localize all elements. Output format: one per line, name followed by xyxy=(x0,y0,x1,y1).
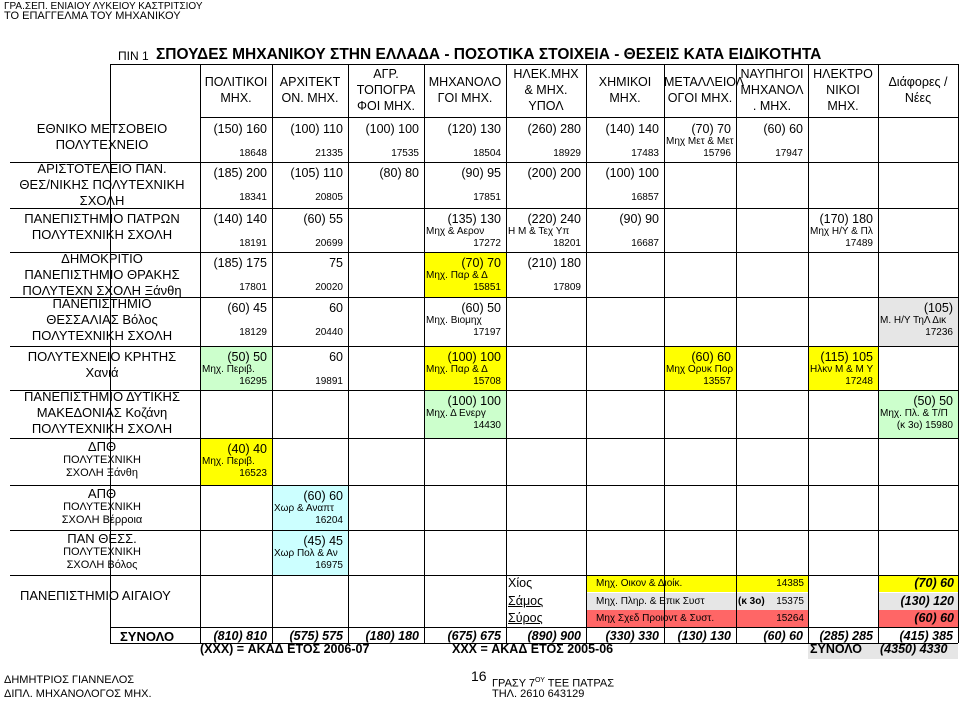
institution-label: ΠΟΛΥΤΕΧΝΙΚΗ ΣΧΟΛΗ xyxy=(31,328,173,343)
cell-value: (100) 100 xyxy=(605,166,659,180)
cell-note: Χωρ & Αναπτ xyxy=(274,503,334,514)
cell-score: 17947 xyxy=(775,148,803,159)
institution-label: ΣΧΟΛΗ Βέρροια xyxy=(61,514,143,526)
cell-value: (200) 200 xyxy=(527,166,581,180)
aegean-island: Χίος xyxy=(508,576,533,590)
cell-score: 20440 xyxy=(315,327,343,338)
totals-value: (675) 675 xyxy=(447,629,501,643)
cell-value: (140) 140 xyxy=(605,122,659,136)
column-header: Διάφορες / xyxy=(888,75,948,89)
grid-line xyxy=(348,64,349,643)
aegean-value: (130) 120 xyxy=(900,594,954,608)
cell-score: 17801 xyxy=(239,282,267,293)
aegean-value: (70) 60 xyxy=(914,576,954,590)
cell-value: (50) 50 xyxy=(913,394,953,408)
cell-score: 18191 xyxy=(239,238,267,249)
institution-label: ΠΑΝΕΠΙΣΤΗΜΙΟ ΠΑΤΡΩΝ xyxy=(24,211,180,226)
grid-line xyxy=(736,64,737,643)
cell-value: (40) 40 xyxy=(227,442,267,456)
header-school: ΓΡΑ.ΣΕΠ. ΕΝΙΑΙΟΥ ΛΥΚΕΙΟΥ ΚΑΣΤΡΙΤΣΙΟΥ xyxy=(4,1,203,12)
institution-label: ΘΕΣΣΑΛΙΑΣ Βόλος xyxy=(46,312,158,327)
institution-label: ΔΠΘ xyxy=(87,439,117,454)
totals-value: (60) 60 xyxy=(763,629,803,643)
column-header: ΟΓΟΙ ΜΗΧ. xyxy=(667,91,733,105)
cell-note: Μ. Η/Υ ΤηΛ Δικ xyxy=(880,315,947,326)
column-header: ΤΟΠΟΓΡΑ xyxy=(356,83,416,97)
column-header: ΜΕΤΑΛΛΕΙΟΛ xyxy=(664,75,745,89)
cell-note: Μηχ. Βιομηχ xyxy=(426,315,482,326)
institution-label: ΠΟΛΥΤΕΧΝΙΚΗ ΣΧΟΛΗ xyxy=(31,227,173,242)
institution-label: ΠΟΛΥΤΕΧΝΙΚΗ xyxy=(63,546,141,558)
cell-score: 21335 xyxy=(315,148,343,159)
cell-note: Μηχ. Δ Ενεργ xyxy=(426,408,486,419)
column-header: Νέες xyxy=(904,91,932,105)
grid-line xyxy=(10,390,958,391)
cell-value: (60) 60 xyxy=(303,489,343,503)
totals-value: (330) 330 xyxy=(605,629,659,643)
column-header: ΑΡΧΙΤΕΚΤ xyxy=(279,75,341,89)
institution-label: ΕΘΝΙΚΟ ΜΕΤΣΟΒΕΙΟ xyxy=(36,121,168,136)
cell-value: (210) 180 xyxy=(527,256,581,270)
cell-score: 17236 xyxy=(925,327,953,338)
cell-value: (100) 110 xyxy=(290,122,343,136)
page-number: 16 xyxy=(471,668,487,684)
grid-line xyxy=(272,64,273,643)
cell-note: Μηχ. Παρ & Δ xyxy=(426,364,488,375)
cell-score: 16204 xyxy=(315,515,343,526)
grid-line xyxy=(10,485,958,486)
totals-label: ΣΥΝΟΛΟ xyxy=(120,629,175,644)
cell-value: (100) 100 xyxy=(447,394,501,408)
grid-line xyxy=(424,64,425,643)
grand-total-label: ΣΥΝΟΛΟ xyxy=(810,642,862,656)
cell-value: (115) 105 xyxy=(820,350,873,364)
column-header: . ΜΗΧ. xyxy=(752,99,792,113)
cell-value: (80) 80 xyxy=(379,166,419,180)
cell-score: 16295 xyxy=(239,376,267,387)
cell-score: 13557 xyxy=(703,376,731,387)
aegean-score: 15375 xyxy=(776,596,804,607)
cell-value: (100) 100 xyxy=(447,350,501,364)
grid-line xyxy=(110,64,958,65)
aegean-dept: Μηχ. Πληρ. & Επικ Συστ xyxy=(596,596,705,607)
cell-score: 17851 xyxy=(473,192,501,203)
totals-value: (285) 285 xyxy=(819,629,873,643)
column-header: ΟΝ. ΜΗΧ. xyxy=(281,91,339,105)
footer-author-title: ΔΙΠΛ. ΜΗΧΑΝΟΛΟΓΟΣ ΜΗΧ. xyxy=(4,688,152,700)
legend-left: (XXX) = ΑΚΑΔ ΕΤΟΣ 2006-07 xyxy=(200,642,370,656)
cell-value: (70) 70 xyxy=(461,256,501,270)
cell-value: (120) 130 xyxy=(447,122,501,136)
institution-label: ΠΑΝΕΠΙΣΤΗΜΙΟ ΔΥΤΙΚΗΣ xyxy=(24,389,180,404)
grid-line xyxy=(10,530,958,531)
grid-line xyxy=(10,208,958,209)
cell-score: 17535 xyxy=(391,148,419,159)
cell-value: (170) 180 xyxy=(819,212,873,226)
institution-label: ΘΕΣ/ΝΙΚΗΣ ΠΟΛΥΤΕΧΝΙΚΗ xyxy=(19,177,185,192)
footer-office: ΓΡΑΣΥ $7^{O\Upsilon}$ ΤΕΕ ΠΑΤΡΑΣ xyxy=(492,677,615,690)
column-header: ΗΛΕΚ.ΜΗΧ xyxy=(513,67,579,81)
institution-label: ΠΟΛΥΤΕΧΝ ΣΧΟΛΗ Ξάνθη xyxy=(22,283,182,298)
cell-value: (60) 50 xyxy=(461,301,501,315)
cell-value: (60) 45 xyxy=(227,301,267,315)
cell-value: (140) 140 xyxy=(213,212,267,226)
totals-value: (130) 130 xyxy=(677,629,731,643)
totals-value: (890) 900 xyxy=(527,629,581,643)
column-header: ΜΗΧ. xyxy=(609,91,641,105)
column-header: ΜΗΧΑΝΟΛΟ xyxy=(428,75,502,89)
column-header: ΜΗΧ. xyxy=(220,91,252,105)
cell-note: Μηχ Ορυκ Πορ xyxy=(666,364,734,375)
column-header: ΧΗΜΙΚΟΙ xyxy=(598,75,652,89)
totals-value: (180) 180 xyxy=(365,629,419,643)
cell-value: (90) 95 xyxy=(461,166,501,180)
grid-line xyxy=(110,64,111,643)
totals-value: (415) 385 xyxy=(899,629,953,643)
column-header: ΝΑΥΠΗΓΟΙ xyxy=(740,67,804,81)
cell-note: Η Μ & Τεχ Υπ xyxy=(508,226,570,237)
page-title: ΣΠΟΥΔΕΣ ΜΗΧΑΝΙΚΟΥ ΣΤΗΝ ΕΛΛΑΔΑ - ΠΟΣΟΤΙΚΑ ΣΤΟΙΧΕΙΑ - ΘΕΣΕΙΣ ΚΑΤΑ ΕΙΔΙΚΟΤΗΤΑ xyxy=(156,46,822,63)
cell-note: Μηχ Η/Υ & Πλ xyxy=(810,226,873,237)
institution-label: ΠΑΝΕΠΙΣΤΗΜΙΟ ΘΡΑΚΗΣ xyxy=(24,267,180,282)
totals-value: (575) 575 xyxy=(289,629,343,643)
cell-score: 17248 xyxy=(845,376,873,387)
aegean-code: (κ 3ο) xyxy=(738,596,765,607)
cell-note: Μηχ Μετ & Μετ xyxy=(666,136,734,147)
cell-value: (70) 70 xyxy=(691,122,731,136)
column-header: ΑΓΡ. xyxy=(373,67,399,81)
institution-label: ΠΑΝ ΘΕΣΣ. xyxy=(67,531,137,546)
grid-line xyxy=(808,64,809,643)
cell-value: (90) 90 xyxy=(619,212,659,226)
cell-score: 18929 xyxy=(553,148,581,159)
cell-score: 16687 xyxy=(631,238,659,249)
aegean-value: (60) 60 xyxy=(914,611,954,625)
cell-score: 18504 xyxy=(473,148,501,159)
institution-label: ΠΟΛΥΤΕΧΝΕΙΟ xyxy=(55,137,149,152)
cell-score: 17197 xyxy=(473,327,501,338)
grid-line xyxy=(10,297,958,298)
cell-value: (260) 280 xyxy=(527,122,581,136)
grid-line xyxy=(958,64,959,643)
grid-line xyxy=(586,64,587,643)
cell-score: 14430 xyxy=(473,420,501,431)
grid-line xyxy=(110,627,958,628)
institution-label: ΑΠΘ xyxy=(87,486,117,501)
cell-score: 18201 xyxy=(553,238,581,249)
cell-value: (60) 60 xyxy=(763,122,803,136)
totals-value: (810) 810 xyxy=(213,629,267,643)
cell-score: 17483 xyxy=(631,148,659,159)
grid-line xyxy=(10,252,958,253)
cell-score: 15708 xyxy=(473,376,501,387)
column-header: ΜΗΧ. xyxy=(827,99,859,113)
aegean-score: 14385 xyxy=(776,578,804,589)
legend-right: XXX = ΑΚΑΔ ΕΤΟΣ 2005-06 xyxy=(452,642,614,656)
table-label: ΠΙΝ 1 xyxy=(118,49,149,63)
institution-label: ΣΧΟΛΗ Βόλος xyxy=(66,559,138,571)
column-header: ΜΗΧΑΝΟΛ xyxy=(740,83,804,97)
institution-label: ΠΑΝΕΠΙΣΤΗΜΙΟ xyxy=(52,296,152,311)
cell-value: (60) 55 xyxy=(303,212,343,226)
column-header: ΝΙΚΟΙ xyxy=(826,83,860,97)
grid-line xyxy=(10,575,958,576)
cell-score: 18341 xyxy=(239,192,267,203)
cell-value: 60 xyxy=(329,301,343,315)
column-header: ΓΟΙ ΜΗΧ. xyxy=(437,91,493,105)
cell-value: (150) 160 xyxy=(213,122,267,136)
cell-score: 17489 xyxy=(845,238,873,249)
cell-note: Ηλκν Μ & Μ Υ xyxy=(810,364,874,375)
grid-line xyxy=(200,117,958,118)
cell-score: 16523 xyxy=(239,468,267,479)
cell-value: 75 xyxy=(329,256,343,270)
grid-line xyxy=(664,64,665,643)
grid-line xyxy=(506,64,507,643)
aegean-island: Σύρος xyxy=(508,611,543,625)
institution-label: ΣΧΟΛΗ xyxy=(79,193,125,208)
cell-value: (105) 110 xyxy=(290,166,343,180)
cell-value: (60) 60 xyxy=(691,350,731,364)
cell-score: 15796 xyxy=(703,148,731,159)
header-subject: ΤΟ ΕΠΑΓΓΕΛΜΑ ΤΟΥ ΜΗΧΑΝΙΚΟΥ xyxy=(4,10,181,22)
cell-value: (105) xyxy=(923,301,953,315)
column-header: ΥΠΟΛ xyxy=(528,99,564,113)
grid-line xyxy=(10,162,958,163)
column-header: & ΜΗΧ. xyxy=(524,83,568,97)
column-header: ΗΛΕΚΤΡΟ xyxy=(813,67,873,81)
cell-score: 17272 xyxy=(473,238,501,249)
institution-label: ΠΟΛΥΤΕΧΝΙΚΗ xyxy=(63,501,141,513)
column-header: ΦΟΙ ΜΗΧ. xyxy=(357,99,415,113)
cell-value: (100) 100 xyxy=(365,122,419,136)
cell-value: (135) 130 xyxy=(447,212,501,226)
grid-line xyxy=(10,346,958,347)
grid-line xyxy=(878,64,879,643)
cell-score: 18648 xyxy=(239,148,267,159)
cell-value: (50) 50 xyxy=(227,350,267,364)
institution-label: ΑΡΙΣΤΟΤΕΛΕΙΟ ΠΑΝ. xyxy=(37,161,167,176)
cell-note: Χωρ Πολ & Αν xyxy=(274,548,338,559)
aegean-island: Σάμος xyxy=(508,594,544,608)
grid-line xyxy=(10,438,958,439)
cell-note: Μηχ & Αερον xyxy=(426,226,485,237)
cell-note: Μηχ. Περιβ. xyxy=(202,364,255,375)
cell-score: 19891 xyxy=(315,376,343,387)
cell-score: 20699 xyxy=(315,238,343,249)
cell-note: Μηχ. Περιβ. xyxy=(202,456,255,467)
cell-score: 16975 xyxy=(315,560,343,571)
cell-value: 60 xyxy=(329,350,343,364)
institution-label: ΠΟΛΥΤΕΧΝΙΚΗ ΣΧΟΛΗ xyxy=(31,421,173,436)
cell-value: (220) 240 xyxy=(527,212,581,226)
footer-phone: ΤΗΛ. 2610 643129 xyxy=(492,688,585,700)
grid-line xyxy=(200,64,201,643)
cell-value: (185) 175 xyxy=(213,256,267,270)
cell-score: (κ 3ο) 15980 xyxy=(896,420,953,431)
cell-score: 18129 xyxy=(239,327,267,338)
column-header: ΠΟΛΙΤΙΚΟΙ xyxy=(204,75,268,89)
cell-value: (45) 45 xyxy=(303,534,343,548)
institution-label: ΠΑΝΕΠΙΣΤΗΜΙΟ ΑΙΓΑΙΟΥ xyxy=(20,588,171,603)
institution-label: ΠΟΛΥΤΕΧΝΕΙΟ ΚΡΗΤΗΣ xyxy=(27,349,177,364)
cell-score: 15851 xyxy=(473,282,501,293)
cell-score: 20805 xyxy=(315,192,343,203)
cell-value: (185) 200 xyxy=(213,166,267,180)
aegean-score: 15264 xyxy=(776,613,804,624)
institution-label: ΜΑΚΕΔΟΝΙΑΣ Κοζάνη xyxy=(36,405,168,420)
cell-score: 20020 xyxy=(315,282,343,293)
institution-label: ΠΟΛΥΤΕΧΝΙΚΗ xyxy=(63,454,141,466)
footer-author: ΔΗΜΗΤΡΙΟΣ ΓΙΑΝΝΕΛΟΣ xyxy=(4,674,135,686)
institution-label: Χανιά xyxy=(85,365,119,380)
aegean-dept: Μηχ Σχεδ Προιοντ & Συστ. xyxy=(596,613,715,624)
cell-score: 16857 xyxy=(631,192,659,203)
cell-note: Μηχ. Παρ & Δ xyxy=(426,270,488,281)
cell-note: Μηχ. Πλ. & Τ/Π xyxy=(880,408,948,419)
grand-total-value: (4350) 4330 xyxy=(880,642,948,656)
institution-label: ΣΧΟΛΗ Ξάνθη xyxy=(65,467,139,479)
institution-label: ΔΗΜΟΚΡΙΤΙΟ xyxy=(61,251,143,266)
aegean-dept: Μηχ. Οικον & Διοίκ. xyxy=(596,578,683,589)
cell-score: 17809 xyxy=(553,282,581,293)
